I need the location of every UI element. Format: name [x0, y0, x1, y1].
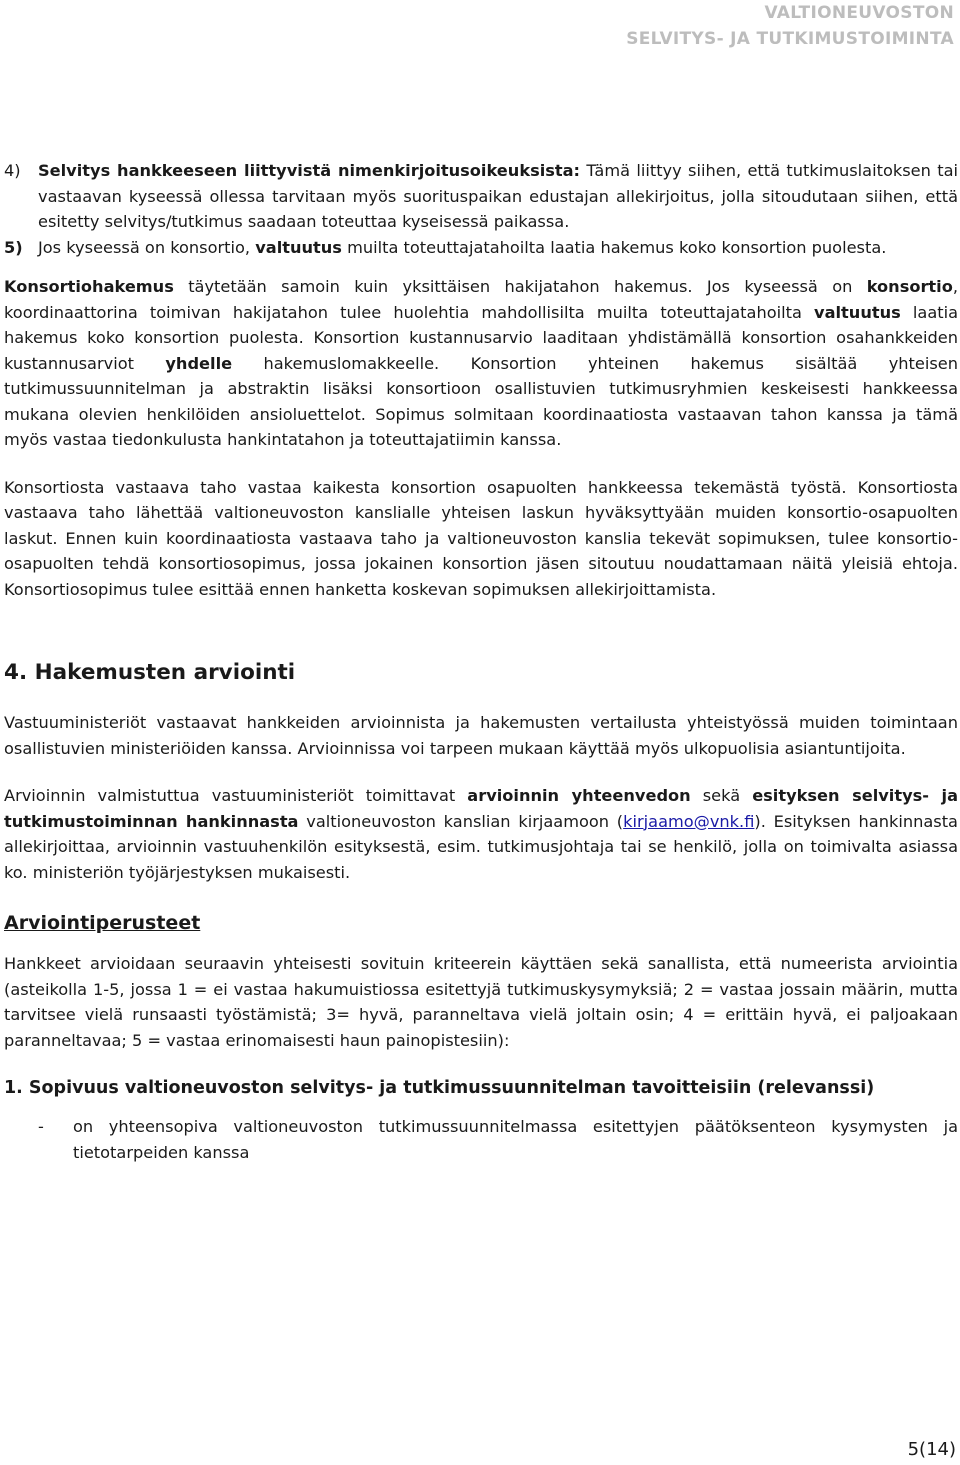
bold-term: yhdelle: [165, 353, 233, 373]
criteria-heading: Arviointiperusteet: [4, 912, 201, 934]
evaluation-paragraph: Vastuuministeriöt vastaavat hankkeiden arvioinnista ja hakemusten vertailusta yhteistyössä muiden toimintaan osallistuvien ministeriöiden kanssa. Arvioinnissa voi tarpeen mukaan käyttää myös ulkopuolisia asiantuntijoita.: [4, 713, 958, 758]
bold-term: esityksen selvitys- ja tutkimustoiminnan hankinnasta: [4, 786, 958, 831]
paragraph-text: Arvioinnin valmistuttua vastuuministeriöt toimittavat: [4, 786, 468, 805]
list-item-5: [4, 235, 958, 261]
evaluation-summary-paragraph: [4, 783, 958, 885]
list-item-4: [4, 158, 958, 235]
consortium-paragraph: [4, 274, 958, 453]
header-org-line2: SELVITYS- JA TUTKIMUSTOIMINTA: [626, 29, 954, 49]
email-link[interactable]: kirjaamo@vnk.fi: [623, 811, 755, 831]
bold-term: Konsortiohakemus: [4, 277, 174, 296]
paragraph-text: hakemuslomakkeelle. Konsortion yhteinen hakemus sisältää yhteisen tutkimussuunnitelman ja abstraktin lisäksi konsortioon osallistuvien tutkimusryhmien keskeisesti hankkeessa mukana olevien henkilöiden ansioluettelot. Sopimus solmitaan koordinaatiosta vastaavan tahon kanssa ja tämä myös vastaa tiedonkulusta hankintatahon ja toteuttajatiimin kanssa.: [4, 353, 958, 449]
list-number: 5): [4, 237, 23, 257]
bullet-text: on yhteensopiva valtioneuvoston tutkimussuunnitelmassa esitettyjen päätöksenteon kysymysten ja tietotarpeiden kanssa: [73, 1117, 958, 1162]
criterion-title: 1. Sopivuus valtioneuvoston selvitys- ja tutkimussuunnitelman tavoitteisiin (relevanssi): [4, 1078, 875, 1098]
criteria-intro-paragraph: Hankkeet arvioidaan seuraavin yhteisesti sovituin kriteerein käyttäen sekä sanallista, että numeerista arviointia (asteikolla 1-5, jossa 1 = ei vastaa hakumuistiossa esitettyjä tutkimuskysymyksiä; 2 = vastaa jossain määrin, mutta tarvitsee vielä runsaasti työstämistä; 3= hyvä, paranneltava vielä joltain osin; 4 = erittäin hyvä, ei paljoakaan paranneltavaa; 5 = vastaa erinomaisesti haun painopistesiin):: [4, 954, 958, 1050]
paragraph-text: sekä: [690, 786, 753, 805]
list-item-lead: Selvitys hankkeeseen liittyvistä nimenkirjoitusoikeuksista:: [38, 161, 581, 180]
bold-term: valtuutus: [814, 302, 901, 322]
list-item-bold: valtuutus: [255, 237, 342, 257]
list-number: 4): [4, 161, 21, 180]
page-number: 5(14): [907, 1439, 956, 1460]
bold-term: konsortio: [866, 277, 953, 296]
bold-term: arvioinnin yhteenvedon: [467, 786, 691, 805]
paragraph-text: laatia hakemus koko konsortion puolesta. Konsortion kustannusarvio laaditaan yhdistämällä konsortion osahankkeiden kustannusarviot: [4, 302, 959, 373]
list-item-text: Jos kyseessä on konsortio,: [38, 237, 256, 257]
header-org-line1: VALTIONEUVOSTON: [764, 3, 954, 23]
paragraph-text: täytetään samoin kuin yksittäisen hakijatahon hakemus. Jos kyseessä on: [173, 277, 867, 296]
list-item-text: muilta toteuttajatahoilta laatia hakemus koko konsortion puolesta.: [341, 237, 887, 257]
section-heading: 4. Hakemusten arviointi: [4, 660, 296, 685]
paragraph-text: ). Esityksen hankinnasta allekirjoittaa, arvioinnin vastuuhenkilön esityksestä, esim. tutkimusjohtaja tai se henkilö, jolla on toimivalta asiassa ko. ministeriön työjärjestyksen mukaisesti.: [4, 811, 958, 882]
paragraph-text: valtioneuvoston kanslian kirjaamoon (: [298, 811, 624, 831]
paragraph-text: , koordinaattorina toimivan hakijatahon tulee huolehtia mahdollisilta muilta toteuttajatahoilta: [4, 277, 958, 322]
list-item-text: Tämä liittyy siihen, että tutkimuslaitoksen tai vastaavan kyseessä ollessa tarvitaan myös suorituspaikan edustajan allekirjoitus, jolla sitoudutaan siihen, että esitetty selvitys/tutkimus saadaan toteuttaa kyseisessä paikassa.: [38, 161, 958, 231]
document-body: [4, 158, 958, 1165]
consortium-responsibility-paragraph: Konsortiosta vastaava taho vastaa kaikesta konsortion osapuolten hankkeessa tekemästä työstä. Konsortiosta vastaava taho lähettää valtioneuvoston kanslialle yhteisen laskun hyväksyttyään muiden konsortio-osapuolten laskut. Ennen kuin koordinaatiosta vastaava taho ja valtioneuvoston kanslia tekevät sopimuksen, tulee konsortio-osapuolten tehdä konsortiosopimus, jossa jokainen konsortion jäsen sitoutuu noudattamaan näitä yleisiä ehtoja. Konsortiosopimus tulee esittää ennen hanketta koskevan sopimuksen allekirjoittamista.: [4, 477, 958, 599]
criterion-bullet: [4, 1114, 958, 1165]
bullet-dash: -: [38, 1117, 44, 1136]
